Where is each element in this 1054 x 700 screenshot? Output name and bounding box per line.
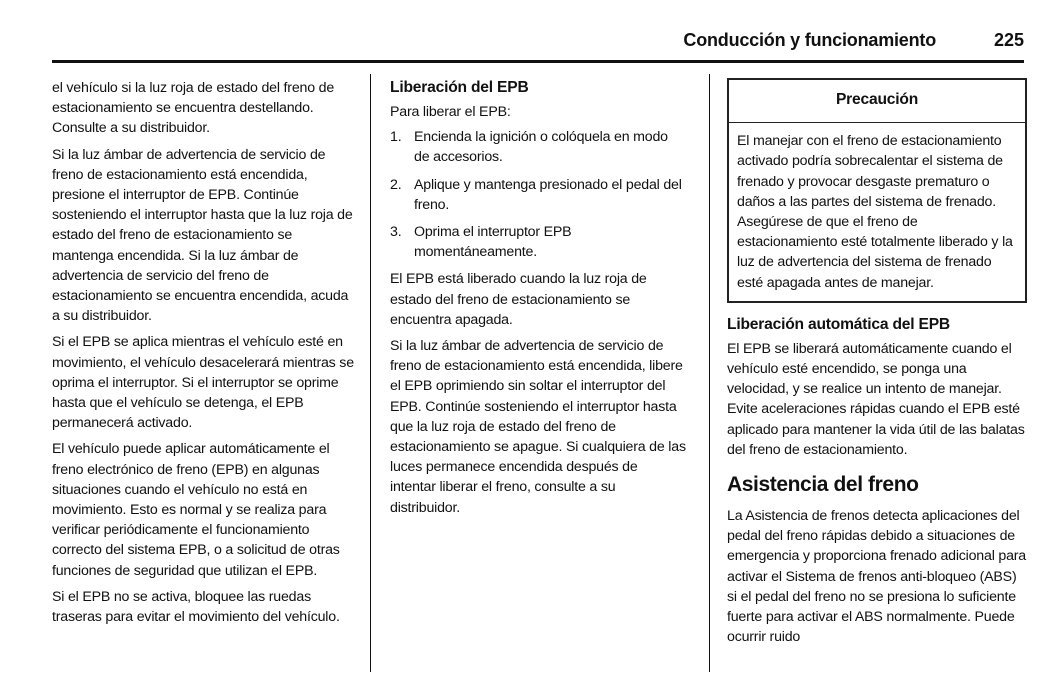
body-paragraph: el vehículo si la luz roja de estado del freno de estacionamiento se encuentra destellando. Consulte a su distribuidor. xyxy=(52,80,335,137)
caution-box xyxy=(727,78,1027,303)
step-text: Aplique y mantenga presionado el pedal del freno. xyxy=(414,176,682,213)
section-heading-epb-release: Liberación del EPB xyxy=(390,79,529,96)
list-item xyxy=(390,175,686,215)
caution-title: Precaución xyxy=(729,80,1025,123)
step-number: 3. xyxy=(390,224,402,241)
section-heading-auto-release: Liberación automática del EPB xyxy=(727,315,950,333)
body-paragraph: Si la luz ámbar de advertencia de servicio de freno de estacionamiento está encendida, presione el interruptor de EPB. Continúe sosteniendo el interruptor hasta que la luz roja de estado del freno de estacionamiento se mantenga encendida. Si la luz ámbar de advertencia de servicio del freno de estacionamiento se encuentra encendida, acuda a su distribuidor. xyxy=(52,146,353,325)
body-paragraph: La Asistencia de frenos detecta aplicaciones del pedal del freno rápidas debido a situaciones de emergencia y proporciona frenado adicional para activar el Sistema de frenos anti-bloqueo (ABS) si el pedal del freno no se presiona lo suficiente fuerte para activar el ABS normalmente. Puede ocurrir ruido xyxy=(727,508,1026,646)
step-number: 2. xyxy=(390,176,402,193)
page-number: 225 xyxy=(993,30,1024,50)
header-divider xyxy=(52,60,1024,63)
section-heading-brake-assist: Asistencia del freno xyxy=(727,473,919,497)
column-divider-left xyxy=(370,74,371,672)
step-text: Oprima el interruptor EPB momentáneamente. xyxy=(414,224,572,261)
column-right xyxy=(727,78,1027,653)
column-middle xyxy=(390,78,686,524)
column-left xyxy=(52,78,354,633)
release-steps-list xyxy=(390,127,686,262)
body-paragraph: Si la luz ámbar de advertencia de servicio de freno de estacionamiento está encendida, libere el EPB oprimiendo sin soltar el interruptor del EPB. Continúe sosteniendo el interruptor hasta que la luz roja de estado del freno de estacionamiento se apague. Si cualquiera de las luces permanece encendida después de intentar liberar el freno, consulte a su distribuidor. xyxy=(390,338,686,516)
body-paragraph: Si el EPB se aplica mientras el vehículo esté en movimiento, el vehículo desacelerará mientras se oprima el interruptor. Si el interruptor se oprime hasta que el vehículo se detenga, el EPB permanecerá activado. xyxy=(52,334,354,432)
body-paragraph: El EPB se liberará automáticamente cuando el vehículo esté encendido, se ponga una velocidad, y se realice un intento de manejar. Evite aceleraciones rápidas cuando el EPB esté aplicado para mantener la vida útil de las balatas del freno de estacionamiento. xyxy=(727,340,1025,458)
body-paragraph: El EPB está liberado cuando la luz roja de estado del freno de estacionamiento se encuentra apagada. xyxy=(390,271,647,328)
column-divider-right xyxy=(709,74,710,672)
page-header-title: Conducción y funcionamiento xyxy=(683,30,936,50)
list-item xyxy=(390,127,686,167)
caution-text: El manejar con el freno de estacionamiento activado podría sobrecalentar el sistema de frenado y provocar desgaste prematuro o daños a las partes del sistema de frenado. Asegúrese de que el freno de estacionamiento esté totalmente liberado y la luz de advertencia del sistema de frenado esté apagada antes de manejar. xyxy=(737,133,1013,291)
step-text: Encienda la ignición o colóquela en modo de accesorios. xyxy=(414,129,668,166)
body-paragraph: Si el EPB no se activa, bloquee las ruedas traseras para evitar el movimiento del vehículo. xyxy=(52,588,340,626)
body-paragraph: El vehículo puede aplicar automáticamente el freno electrónico de freno (EPB) en algunas situaciones cuando el vehículo no está en movimiento. Esto es normal y se realiza para verificar periódicamente el funcionamiento correcto del sistema EPB, o a solicitud de otras funciones de seguridad que utilizan el EPB. xyxy=(52,441,340,579)
release-intro: Para liberar el EPB: xyxy=(390,104,511,120)
caution-body xyxy=(729,123,1025,301)
list-item xyxy=(390,222,686,262)
step-number: 1. xyxy=(390,129,402,146)
